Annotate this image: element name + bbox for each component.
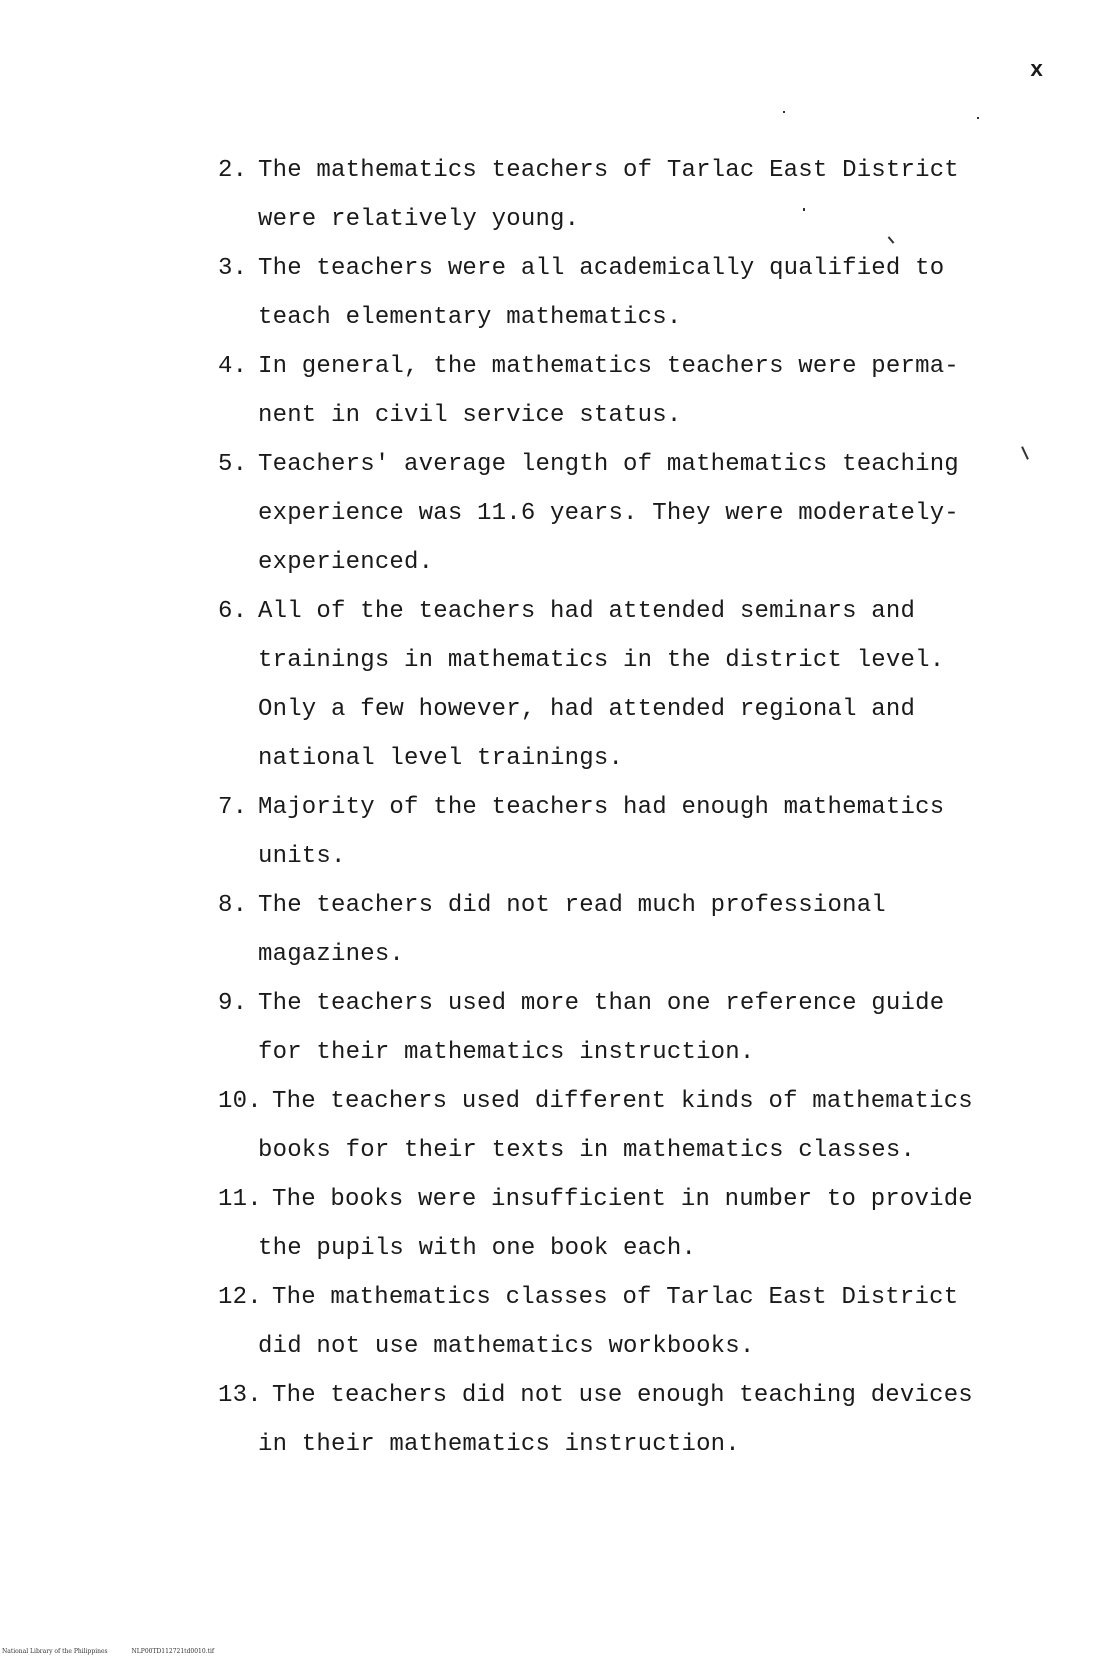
finding-number: 12. <box>218 1284 262 1311</box>
finding-text <box>258 979 1038 1077</box>
finding-item <box>218 342 1038 440</box>
finding-line: for their mathematics instruction. <box>258 1039 755 1066</box>
finding-number: 5. <box>218 451 248 478</box>
finding-number: 4. <box>218 353 248 380</box>
finding-line: were relatively young. <box>258 206 580 233</box>
findings-list <box>218 146 1038 1469</box>
scan-speck <box>783 111 785 113</box>
finding-number: 3. <box>218 255 248 282</box>
finding-number: 6. <box>218 598 248 625</box>
finding-item <box>218 587 1038 783</box>
finding-item <box>218 244 1038 342</box>
finding-line: magazines. <box>258 941 405 968</box>
finding-line: the pupils with one book each. <box>258 1235 697 1262</box>
finding-item <box>218 1371 1038 1469</box>
finding-number: 8. <box>218 892 248 919</box>
finding-line: national level trainings. <box>258 745 624 772</box>
finding-text <box>258 1175 1038 1273</box>
finding-number: 10. <box>218 1088 262 1115</box>
finding-line: Teachers' average length of mathematics teaching <box>258 451 959 478</box>
finding-line: books for their texts in mathematics classes. <box>258 1137 916 1164</box>
finding-item <box>218 881 1038 979</box>
finding-text <box>258 1371 1038 1469</box>
finding-item <box>218 783 1038 881</box>
finding-text <box>258 783 1038 881</box>
finding-line: The teachers were all academically qualified to <box>258 255 945 282</box>
finding-item <box>218 146 1038 244</box>
finding-line: experienced. <box>258 549 434 576</box>
finding-line: trainings in mathematics in the district level. <box>258 647 945 674</box>
finding-text <box>258 1077 1038 1175</box>
finding-text <box>258 244 1038 342</box>
finding-item <box>218 1077 1038 1175</box>
finding-line: units. <box>258 843 346 870</box>
finding-item <box>218 440 1038 587</box>
finding-line: nent in civil service status. <box>258 402 682 429</box>
finding-line: teach elementary mathematics. <box>258 304 682 331</box>
finding-line: The mathematics teachers of Tarlac East District <box>258 157 959 184</box>
finding-line: experience was 11.6 years. They were moderately- <box>258 500 959 527</box>
finding-line: in their mathematics instruction. <box>258 1431 740 1458</box>
finding-line: The mathematics classes of Tarlac East District <box>272 1284 959 1311</box>
finding-line: did not use mathematics workbooks. <box>258 1333 755 1360</box>
finding-text <box>258 440 1038 587</box>
finding-line: The teachers did not read much professional <box>258 892 886 919</box>
finding-line: The teachers used different kinds of mathematics <box>272 1088 973 1115</box>
finding-number: 9. <box>218 990 248 1017</box>
finding-number: 2. <box>218 157 248 184</box>
finding-number: 11. <box>218 1186 262 1213</box>
scan-speck <box>977 117 979 119</box>
scan-footer <box>2 1648 214 1655</box>
finding-number: 13. <box>218 1382 262 1409</box>
finding-line: Only a few however, had attended regional and <box>258 696 916 723</box>
finding-text <box>258 587 1038 783</box>
finding-number: 7. <box>218 794 248 821</box>
finding-line: In general, the mathematics teachers were perma- <box>258 353 959 380</box>
finding-item <box>218 979 1038 1077</box>
finding-text <box>258 1273 1038 1371</box>
finding-text <box>258 342 1038 440</box>
finding-line: The books were insufficient in number to provide <box>272 1186 973 1213</box>
finding-line: All of the teachers had attended seminars and <box>258 598 916 625</box>
footer-library: National Library of the Philippines <box>2 1648 108 1655</box>
finding-line: Majority of the teachers had enough mathematics <box>258 794 945 821</box>
finding-text <box>258 881 1038 979</box>
finding-line: The teachers used more than one reference guide <box>258 990 945 1017</box>
finding-item <box>218 1175 1038 1273</box>
page-number: x <box>1030 58 1044 83</box>
finding-text <box>258 146 1038 244</box>
finding-line: The teachers did not use enough teaching devices <box>272 1382 973 1409</box>
finding-item <box>218 1273 1038 1371</box>
footer-file-id: NLP00TD112721td0010.tif <box>131 1648 215 1655</box>
